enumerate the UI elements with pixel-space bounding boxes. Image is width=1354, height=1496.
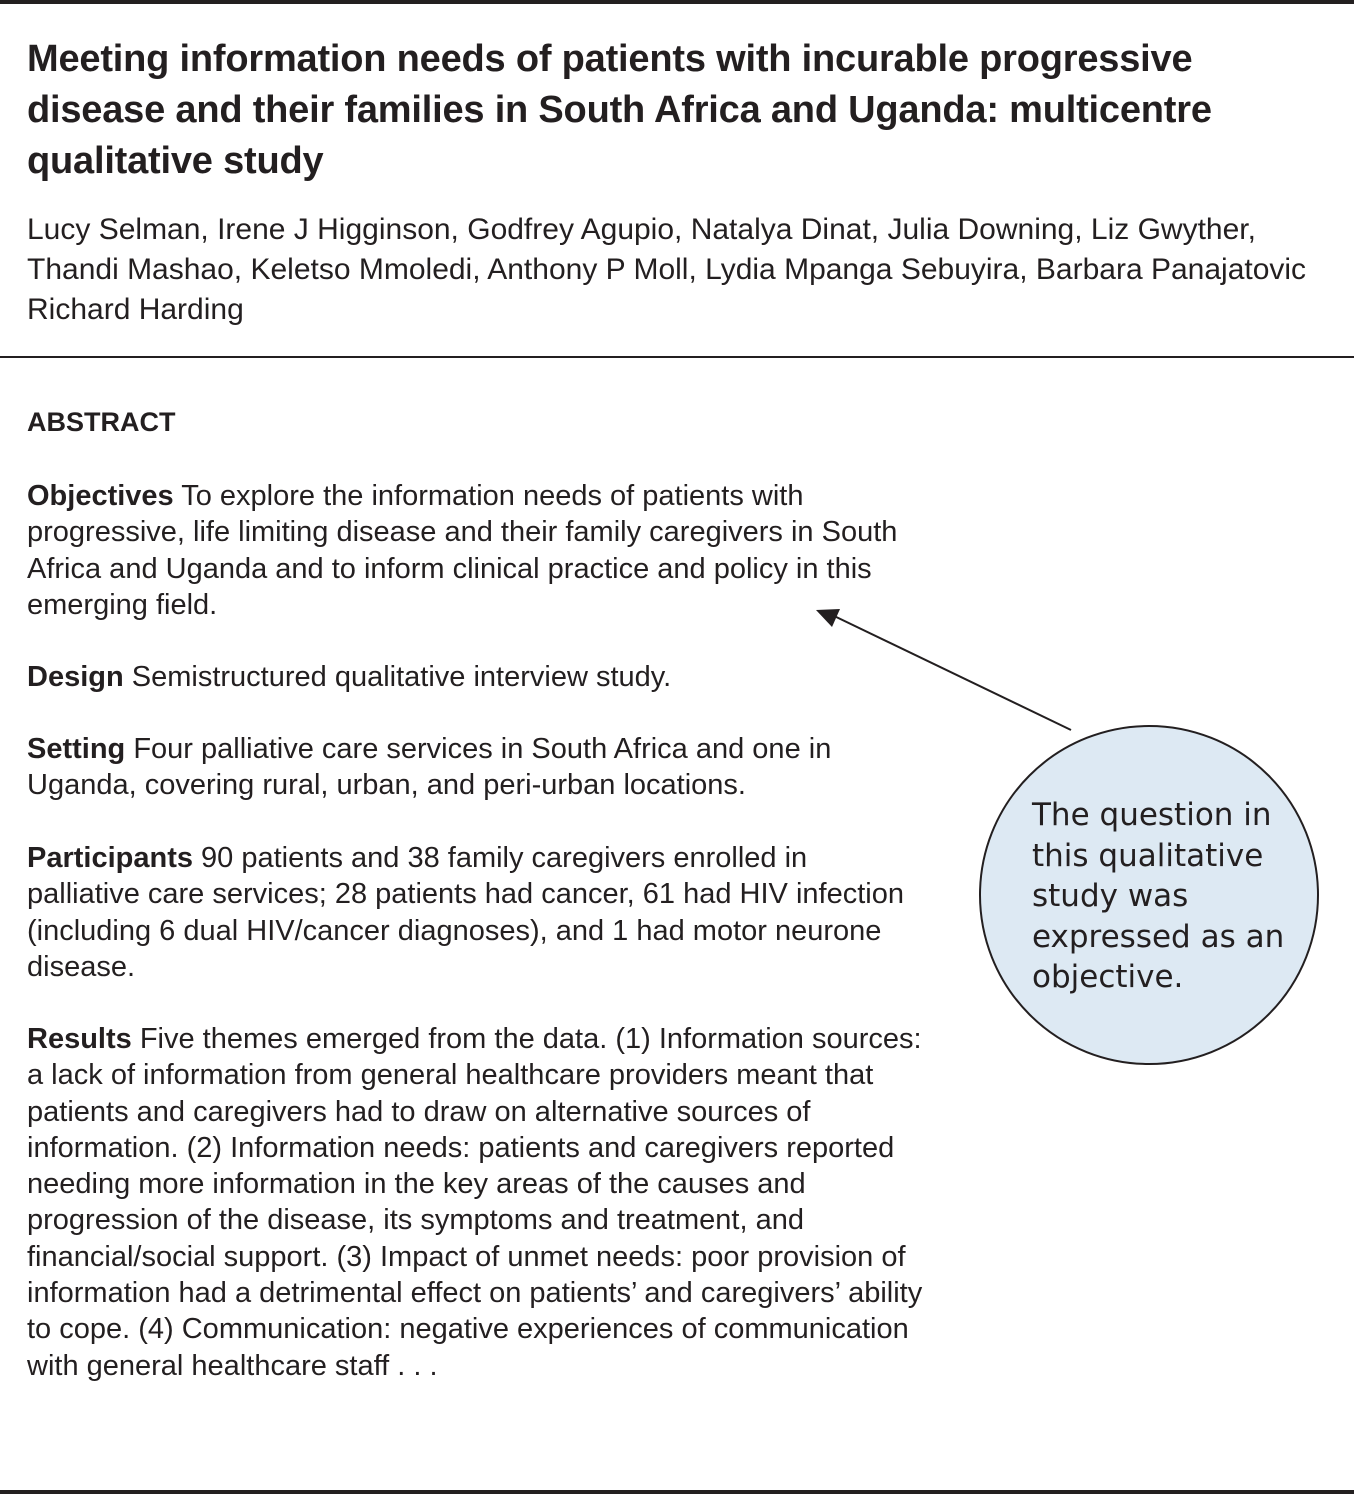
author-list: Lucy Selman, Irene J Higginson, Godfrey Agupio, Natalya Dinat, Julia Downing, Liz Gwyther, Thandi Mashao, Keletso Mmoledi, Anthony P Moll, Lydia Mpanga Sebuyira, Barbara Panajatovic Richard Harding <box>27 213 1307 326</box>
abstract-results <box>27 1021 927 1384</box>
section-divider <box>0 356 1354 358</box>
callout-arrow-line <box>830 614 1071 730</box>
abstract-setting <box>27 731 927 804</box>
results-text: Five themes emerged from the data. (1) Information sources: a lack of information from general healthcare providers meant that patients and caregivers had to draw on alternative sources of information. (2) Information needs: patients and caregivers reported needing more information in the key areas of the causes and progression of the disease, its symptoms and treatment, and financial/social support. (3) Impact of unmet needs: poor provision of information had a detrimental effect on patients’ and caregivers’ ability to cope. (4) Communication: negative experiences of communication with general healthcare staff . . . <box>27 1023 923 1382</box>
abstract-participants <box>27 840 927 985</box>
objectives-text: To explore the information needs of patients with progressive, life limiting disease and their family caregivers in South Africa and Uganda and to inform clinical practice and policy in this emerging field. <box>27 480 898 621</box>
design-text: Semistructured qualitative interview study. <box>123 661 672 693</box>
objectives-label: Objectives <box>27 480 174 512</box>
paper-title: Meeting information needs of patients with incurable progressive disease and their families in South Africa and Uganda: multicentre qualitative study <box>27 38 1212 182</box>
setting-text: Four palliative care services in South Africa and one in Uganda, covering rural, urban, and peri-urban locations. <box>27 733 832 802</box>
bottom-rule <box>0 1490 1354 1494</box>
top-rule <box>0 0 1354 4</box>
results-label: Results <box>27 1023 132 1055</box>
design-label: Design <box>27 661 124 693</box>
abstract-heading: ABSTRACT <box>27 407 176 437</box>
annotation-bubble-text: The question in this qualitative study was expressed as an objective. <box>1032 797 1285 995</box>
participants-label: Participants <box>27 842 193 874</box>
setting-label: Setting <box>27 733 126 765</box>
abstract-objectives <box>27 478 927 623</box>
participants-text: 90 patients and 38 family caregivers enrolled in palliative care services; 28 patients had cancer, 61 had HIV infection (including 6 dual HIV/cancer diagnoses), and 1 had motor neurone disease. <box>27 842 904 983</box>
abstract-design <box>27 659 927 695</box>
